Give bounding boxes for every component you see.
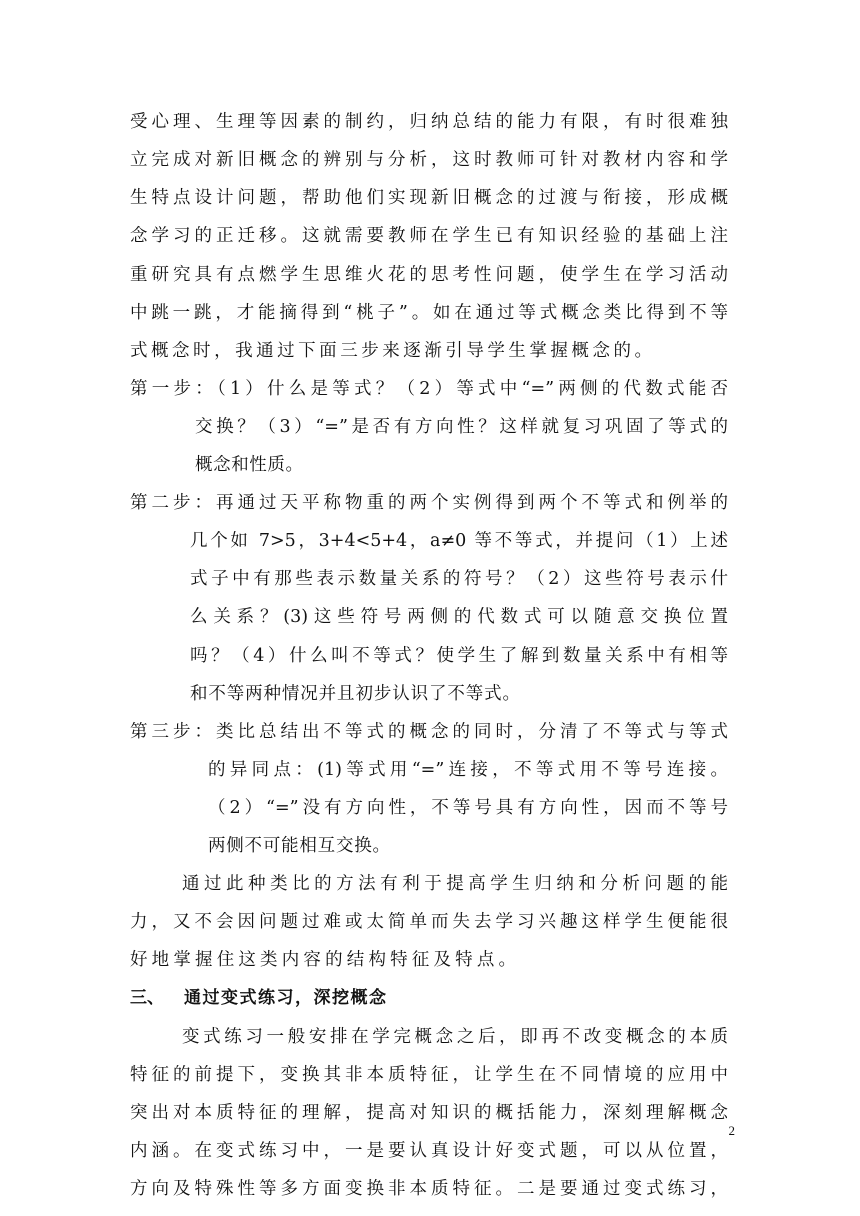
section-title: 通过变式练习，深挖概念 <box>184 988 388 1008</box>
text-line: 重研究具有点燃学生思维火花的思考性问题，使学生在学习活动 <box>130 265 728 285</box>
text-line: 概念和性质。 <box>195 455 303 475</box>
text-line: 变式练习一般安排在学完概念之后，即再不改变概念的本质 <box>182 1027 728 1047</box>
section-heading <box>130 986 430 1010</box>
text-line: （2）“=”没有方向性，不等号具有方向性，因而不等号 <box>208 798 728 818</box>
text-line: 特征的前提下，变换其非本质特征，让学生在不同情境的应用中 <box>130 1065 728 1085</box>
text-line: 和不等两种情况并且初步认识了不等式。 <box>190 684 520 704</box>
page-number: 2 <box>728 1123 735 1138</box>
text-line: 念学习的正迁移。这就需要教师在学生已有知识经验的基础上注 <box>130 226 728 246</box>
text-line: 力，又不会因问题过难或太简单而失去学习兴趣这样学生便能很 <box>130 912 728 932</box>
section-number: 三、 <box>130 988 164 1008</box>
text-line: 内涵。在变式练习中，一是要认真设计好变式题，可以从位置， <box>130 1141 728 1161</box>
step-two-line: 第二步：再通过天平称物重的两个实例得到两个不等式和例举的 <box>130 493 728 513</box>
text-line: 两侧不可能相互交换。 <box>208 836 390 856</box>
text-line: 通过此种类比的方法有利于提高学生归纳和分析问题的能 <box>182 874 728 894</box>
text-line: 受心理、生理等因素的制约，归纳总结的能力有限，有时很难独 <box>130 112 728 132</box>
text-line: 中跳一跳，才能摘得到“桃子”。如在通过等式概念类比得到不等 <box>130 303 728 323</box>
text-line: 吗？（4）什么叫不等式？使学生了解到数量关系中有相等 <box>190 646 728 666</box>
text-line: 的异同点：(1)等式用“=”连接，不等式用不等号连接。 <box>208 760 728 780</box>
text-line: 么关系？(3)这些符号两侧的代数式可以随意交换位置 <box>190 607 728 627</box>
text-line: 方向及特殊性等多方面变换非本质特征。二是要通过变式练习， <box>130 1179 728 1199</box>
text-line: 交换？（3）“=”是否有方向性？这样就复习巩固了等式的 <box>195 417 728 437</box>
text-line: 好地掌握住这类内容的结构特征及特点。 <box>130 950 516 970</box>
text-line: 式概念时，我通过下面三步来逐渐引导学生掌握概念的。 <box>130 341 652 361</box>
text-line: 式子中有那些表示数量关系的符号？（2）这些符号表示什 <box>190 569 728 589</box>
text-line: 生特点设计问题，帮助他们实现新旧概念的过渡与衔接，形成概 <box>130 188 728 208</box>
step-three-line: 第三步：类比总结出不等式的概念的同时，分清了不等式与等式 <box>130 722 728 742</box>
text-line: 几个如 7>5，3+4<5+4，a≠0 等不等式，并提问（1）上述 <box>190 531 728 551</box>
text-line: 立完成对新旧概念的辨别与分析，这时教师可针对教材内容和学 <box>130 150 728 170</box>
step-one-line: 第一步：（1）什么是等式？（2）等式中“=”两侧的代数式能否 <box>130 379 728 399</box>
text-line: 突出对本质特征的理解，提高对知识的概括能力，深刻理解概念 <box>130 1103 728 1123</box>
